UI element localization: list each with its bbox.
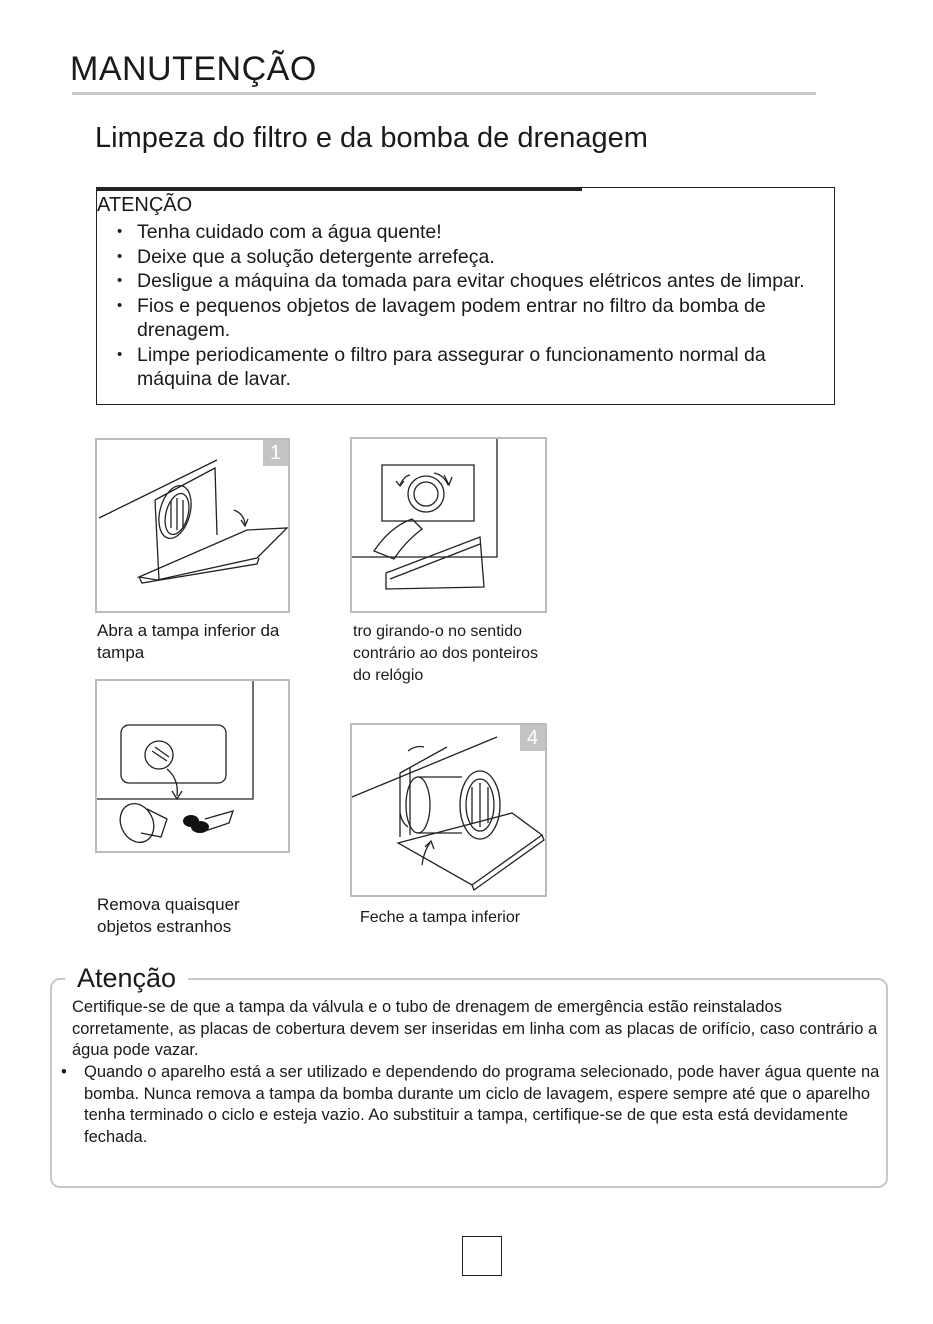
warning-list: [115, 220, 827, 392]
step-1-caption: Abra a tampa inferior da tampa: [97, 621, 280, 662]
close-cover-drawing: [352, 725, 545, 895]
page-number-box: [462, 1236, 502, 1276]
attention-list: [60, 1062, 886, 1148]
attention-item: • Quando o aparelho está a ser utilizado e dependendo do programa selecionado, pode haver água quente na bomba. Nunca remova a tampa da bomba durante um ciclo de lavagem, espere sempre até que o aparelho tenha terminado o ciclo e esteja vazio. Ao substituir a tampa, certifique-se de que esta está devidamente fechada.: [60, 1062, 886, 1148]
title-rule: [72, 92, 816, 95]
step-4-caption: Feche a tampa inferior: [360, 909, 521, 926]
step-number-badge: 4: [520, 725, 545, 751]
warning-item: • Limpe periodicamente o filtro para assegurar o funcionamento normal da máquina de lavar.: [115, 343, 827, 392]
warning-item: • Desligue a máquina da tomada para evitar choques elétricos antes de limpar.: [115, 269, 827, 294]
step-4-illustration: [350, 723, 547, 897]
step-3-illustration: [95, 679, 290, 853]
warning-item: • Fios e pequenos objetos de lavagem podem entrar no filtro da bomba de drenagem.: [115, 294, 827, 343]
section-title: Limpeza do filtro e da bomba de drenagem: [95, 122, 648, 154]
attention-title: Atenção: [65, 963, 188, 994]
warning-item: • Deixe que a solução detergente arrefeça.: [115, 245, 827, 270]
remove-objects-drawing: [97, 681, 288, 851]
step-2-caption: tro girando-o no sentido contrário ao dos ponteiros do relógio: [353, 623, 538, 684]
warning-box: [96, 187, 835, 405]
page-title: MANUTENÇÃO: [70, 50, 317, 88]
step-number-badge: 1: [263, 440, 288, 466]
warning-item: • Tenha cuidado com a água quente!: [115, 220, 827, 245]
open-cover-drawing: [97, 440, 288, 611]
warning-title: ATENÇÃO: [97, 194, 193, 216]
step-1-illustration: [95, 438, 290, 613]
step-2-illustration: [350, 437, 547, 613]
step-3-caption: Remova quaisquer objetos estranhos: [97, 895, 240, 936]
unscrew-filter-drawing: [352, 439, 545, 611]
warning-top-bar: [97, 188, 582, 191]
attention-paragraph: Certifique-se de que a tampa da válvula e o tubo de drenagem de emergência estão reinstalados corretamente, as placas de cobertura devem ser inseridas em linha com as placas de orifício, caso contrário a água pode vazar.: [72, 998, 878, 1059]
